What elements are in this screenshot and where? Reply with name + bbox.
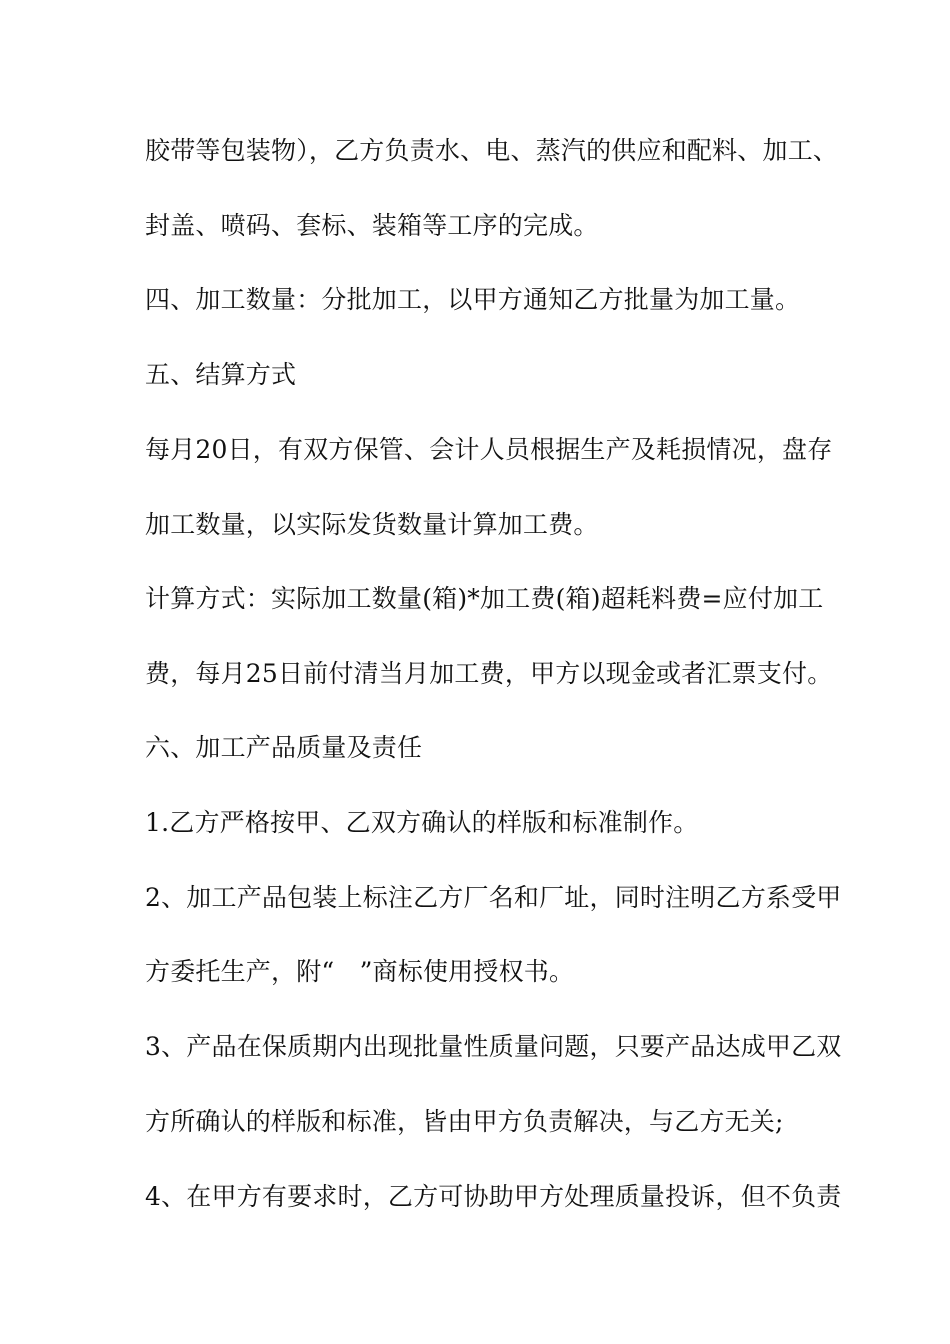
list-item: 2、加工产品包装上标注乙方厂名和厂址，同时注明乙方系受甲 bbox=[145, 883, 842, 912]
text-line: 计算方式：实际加工数量(箱)*加工费(箱)超耗料费=应付加工 bbox=[145, 584, 824, 613]
text-line: 每月20日，有双方保管、会计人员根据生产及耗损情况，盘存 bbox=[145, 435, 833, 464]
list-item: 1.乙方严格按甲、乙双方确认的样版和标准制作。 bbox=[145, 808, 699, 837]
list-item: 4、在甲方有要求时，乙方可协助甲方处理质量投诉，但不负责 bbox=[145, 1182, 842, 1211]
list-item: 3、产品在保质期内出现批量性质量问题，只要产品达成甲乙双 bbox=[145, 1032, 842, 1061]
text-line: 方委托生产，附“ ”商标使用授权书。 bbox=[145, 957, 575, 986]
section-heading-quality: 六、加工产品质量及责任 bbox=[145, 733, 423, 762]
text-line: 加工数量，以实际发货数量计算加工费。 bbox=[145, 510, 599, 539]
text-line: 封盖、喷码、套标、装箱等工序的完成。 bbox=[145, 211, 599, 240]
text-line: 方所确认的样版和标准，皆由甲方负责解决，与乙方无关; bbox=[145, 1107, 784, 1136]
section-heading-settlement: 五、结算方式 bbox=[145, 360, 297, 389]
text-line: 费，每月25日前付清当月加工费，甲方以现金或者汇票支付。 bbox=[145, 659, 833, 688]
text-line: 胶带等包装物），乙方负责水、电、蒸汽的供应和配料、加工、 bbox=[145, 136, 839, 165]
section-heading-quantity: 四、加工数量：分批加工，以甲方通知乙方批量为加工量。 bbox=[145, 285, 801, 314]
